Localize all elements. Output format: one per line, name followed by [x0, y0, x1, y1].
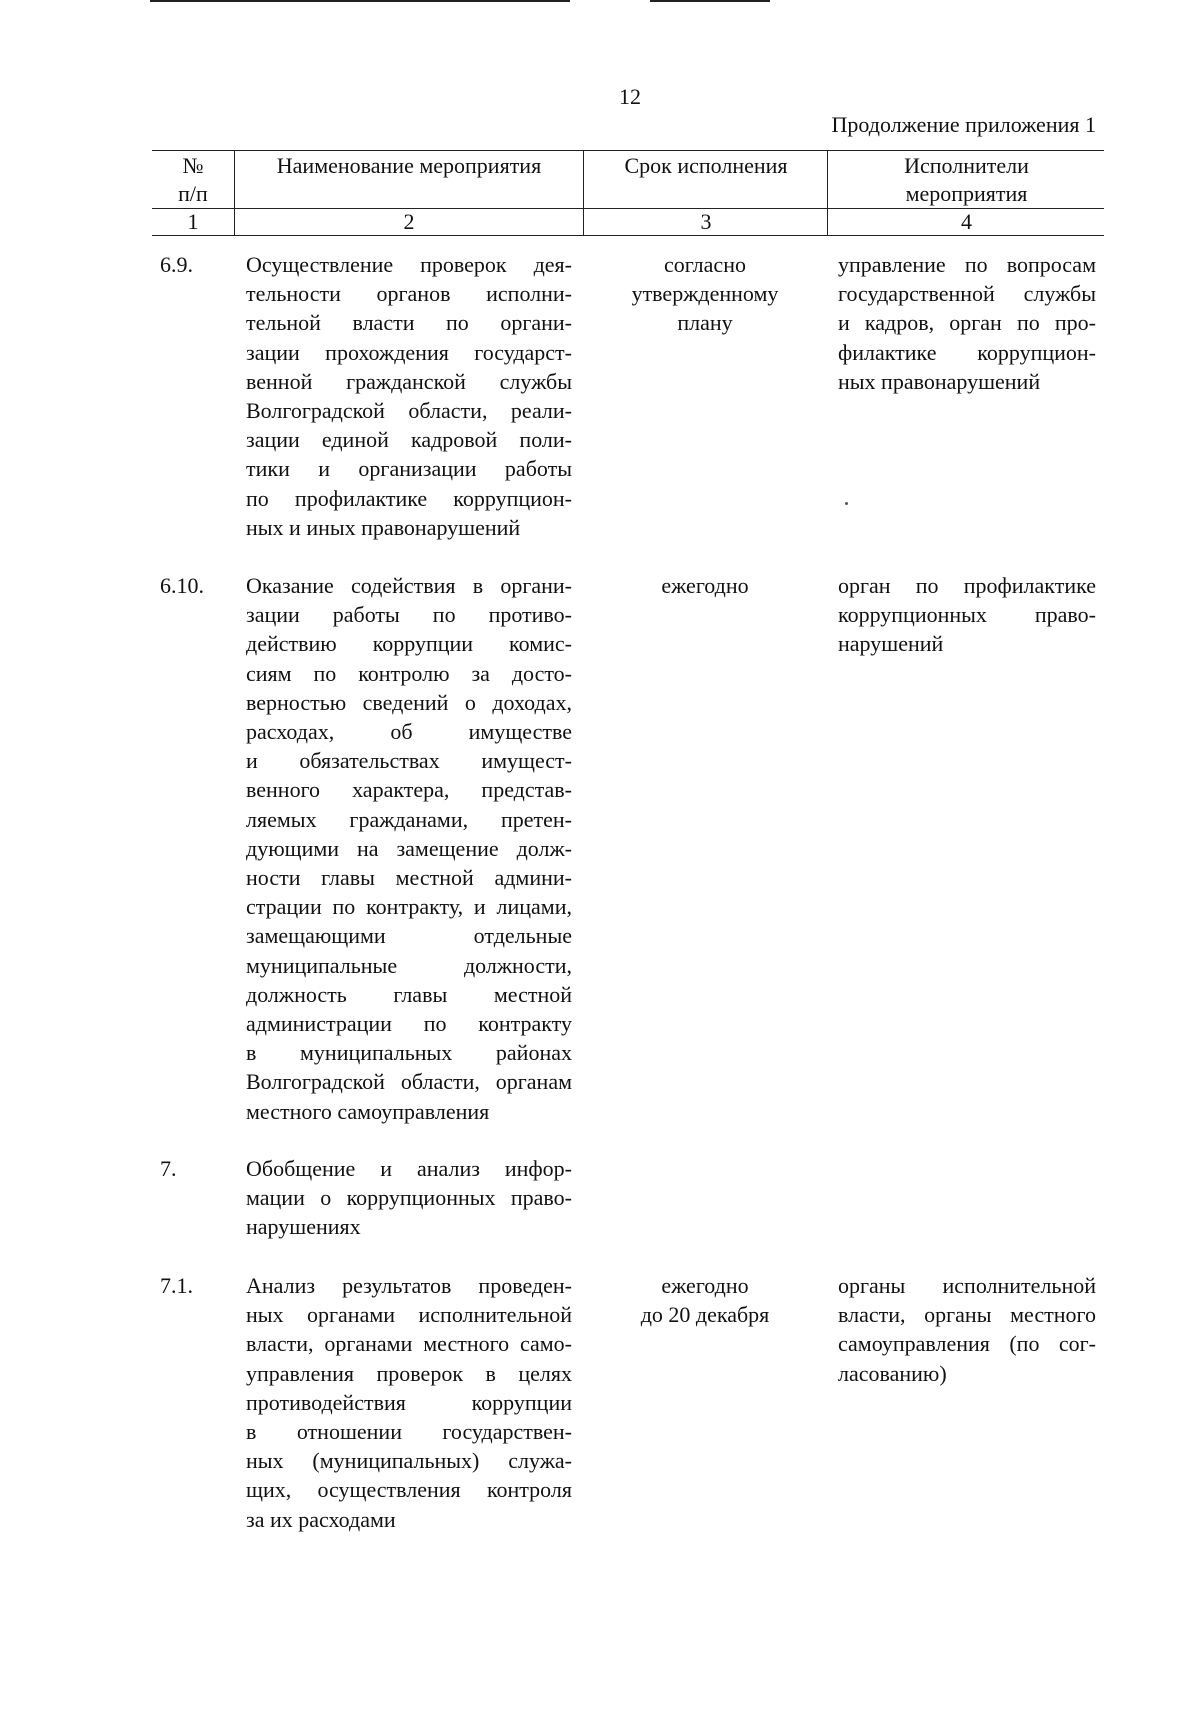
header-deadline: Срок исполнения: [624, 153, 788, 178]
row-number: 7.1.: [160, 1273, 193, 1298]
executors: управление по вопросам государственной службы и кадров, орган по про- филактике коррупцион- ных правонарушений: [838, 252, 1096, 394]
column-number: 3: [700, 209, 712, 234]
deadline: ежегодно: [661, 573, 749, 598]
header-num: № п/п: [178, 153, 208, 206]
scan-speck: [845, 502, 848, 505]
header-executors: Исполнители мероприятия: [904, 153, 1029, 206]
column-divider: [827, 150, 828, 235]
table-top-border: [152, 150, 1104, 151]
row-number: 6.9.: [160, 252, 193, 277]
executors: органы исполнительной власти, органы местного самоуправления (по сог- ласованию): [838, 1273, 1096, 1386]
executors: орган по профилактике коррупционных право- нарушений: [838, 573, 1096, 657]
continuation-label: Продолжение приложения 1: [831, 112, 1096, 137]
activity-name: Осуществление проверок дея- тельности органов исполни- тельной власти по органи- зации прохождения государст- венной гражданской службы Волгоградской области, реали- зации единой кадровой поли- тики и организации работы по профилактике коррупцион- ных и иных правонарушений: [246, 252, 572, 540]
activity-name: Анализ результатов проведен- ных органами исполнительной власти, органами местного само- управления проверок в целях противодействия коррупции в отношении государствен- ных (муниципальных) служа- щих, осуществления контроля за их расходами: [246, 1273, 572, 1532]
column-number: 2: [403, 209, 415, 234]
column-number: 1: [187, 209, 199, 234]
page-number: 12: [619, 84, 641, 109]
column-number: 4: [961, 209, 972, 234]
header-name: Наименование мероприятия: [276, 153, 542, 178]
activity-name: Оказание содействия в органи- зации работы по противо- действию коррупции комис- сиям по контролю за досто- верностью сведений о доходах, расходах, об имуществе и обязательствах имущест- венного характера, представ- ляемых гражданами, претен- дующими на замещение долж- ности главы местной админи- страции по контракту, и лицами, замещающими отдельные муниципальные должности, должность главы местной администрации по контракту в муниципальных районах Волгоградской области, органам местного самоуправления: [246, 573, 572, 1124]
deadline: согласно утвержденному плану: [631, 252, 779, 335]
row-number: 6.10.: [160, 573, 204, 598]
row-number: 7.: [160, 1156, 177, 1181]
column-divider: [234, 150, 235, 235]
column-divider: [583, 150, 584, 235]
activity-name: Обобщение и анализ инфор- мации о коррупционных право- нарушениях: [246, 1156, 572, 1240]
scan-artifact: [150, 0, 570, 2]
scan-artifact: [650, 0, 770, 2]
deadline: ежегодно до 20 декабря: [640, 1273, 770, 1327]
